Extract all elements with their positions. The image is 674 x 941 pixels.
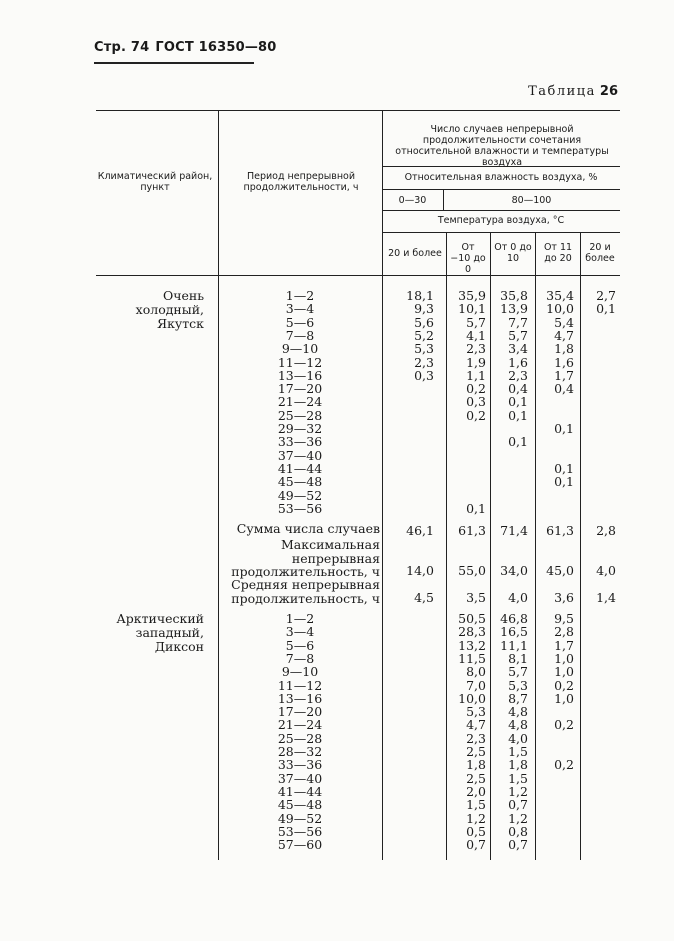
value-cell: 46,1 [406, 523, 434, 538]
value-cell: 0,7 [466, 837, 486, 852]
value-cell: 1,0 [554, 651, 574, 666]
region-label: Арктический западный, Диксон [116, 611, 204, 654]
value-cell: 4,5 [414, 590, 434, 605]
col-divider-4 [580, 232, 581, 860]
value-cell: 5,3 [508, 678, 528, 693]
value-cell: 1,0 [554, 664, 574, 679]
value-cell: 11,1 [500, 638, 528, 653]
value-cell: 0,4 [554, 381, 574, 396]
header-hum-low: 0—30 [398, 195, 427, 206]
period-cell: 3—4 [285, 624, 315, 639]
value-cell: 8,7 [508, 691, 528, 706]
value-cell: 1,5 [466, 797, 486, 812]
value-cell: 35,8 [500, 288, 528, 303]
value-cell: 5,4 [554, 315, 574, 330]
header-col-5: 20 и более [585, 242, 615, 264]
value-cell: 34,0 [500, 563, 528, 578]
value-cell: 3,6 [554, 590, 574, 605]
value-cell: 2,3 [466, 731, 486, 746]
value-cell: 45,0 [546, 563, 574, 578]
value-cell: 35,9 [458, 288, 486, 303]
period-cell: 13—16 [277, 368, 323, 383]
value-cell: 1,6 [508, 355, 528, 370]
value-cell: 5,6 [414, 315, 434, 330]
period-cell: 11—12 [277, 355, 323, 370]
value-cell: 0,8 [508, 824, 528, 839]
value-cell: 71,4 [500, 523, 528, 538]
period-cell: 49—52 [277, 488, 323, 503]
value-cell: 0,2 [466, 408, 486, 423]
value-cell: 2,3 [414, 355, 434, 370]
region-label: Очень холодный, Якутск [135, 288, 204, 331]
value-cell: 0,2 [466, 381, 486, 396]
value-cell: 1,2 [466, 811, 486, 826]
header-col-3: От 0 до 10 [494, 242, 532, 264]
value-cell: 1,7 [554, 638, 574, 653]
humidity-bottom-rule [382, 189, 620, 190]
value-cell: 5,2 [414, 328, 434, 343]
value-cell: 5,3 [466, 704, 486, 719]
period-cell: 5—6 [285, 315, 315, 330]
value-cell: 4,7 [466, 717, 486, 732]
value-cell: 10,0 [546, 301, 574, 316]
period-cell: 29—32 [277, 421, 323, 436]
period-cell: 45—48 [277, 474, 323, 489]
value-cell: 0,1 [554, 461, 574, 476]
value-cell: 0,7 [508, 797, 528, 812]
value-cell: 35,4 [546, 288, 574, 303]
value-cell: 9,3 [414, 301, 434, 316]
summary-label: Максимальная непрерывная продолжительность, ч [231, 537, 380, 579]
period-cell: 33—36 [277, 757, 323, 772]
period-cell: 53—56 [277, 501, 323, 516]
table-header-bottom-rule [96, 275, 620, 276]
value-cell: 0,5 [466, 824, 486, 839]
value-cell: 16,5 [500, 624, 528, 639]
value-cell: 5,7 [466, 315, 486, 330]
period-cell: 9—10 [281, 664, 319, 679]
value-cell: 8,1 [508, 651, 528, 666]
value-cell: 0,3 [466, 394, 486, 409]
value-cell: 61,3 [458, 523, 486, 538]
period-cell: 25—28 [277, 731, 323, 746]
value-cell: 0,1 [508, 434, 528, 449]
value-cell: 10,0 [458, 691, 486, 706]
value-cell: 2,7 [596, 288, 616, 303]
table-top-rule [96, 110, 620, 111]
value-cell: 0,1 [554, 421, 574, 436]
value-cell: 1,7 [554, 368, 574, 383]
period-cell: 17—20 [277, 381, 323, 396]
period-cell: 5—6 [285, 638, 315, 653]
header-humidity: Относительная влажность воздуха, % [404, 172, 598, 183]
value-cell: 13,2 [458, 638, 486, 653]
period-cell: 25—28 [277, 408, 323, 423]
value-cell: 11,5 [458, 651, 486, 666]
value-cell: 50,5 [458, 611, 486, 626]
period-cell: 49—52 [277, 811, 323, 826]
value-cell: 1,8 [554, 341, 574, 356]
page-header [94, 40, 277, 55]
value-cell: 2,8 [554, 624, 574, 639]
value-cell: 1,5 [508, 744, 528, 759]
value-cell: 2,3 [466, 341, 486, 356]
value-cell: 1,0 [554, 691, 574, 706]
value-cell: 3,4 [508, 341, 528, 356]
header-col-4: От 11 до 20 [543, 242, 573, 264]
value-cell: 0,2 [554, 757, 574, 772]
value-cell: 55,0 [458, 563, 486, 578]
value-cell: 1,5 [508, 771, 528, 786]
header-period: Период непрерывной продолжительности, ч [243, 171, 359, 193]
value-cell: 5,7 [508, 664, 528, 679]
hum-range-bottom-rule [382, 210, 620, 211]
temperature-bottom-rule [382, 232, 620, 233]
value-cell: 46,8 [500, 611, 528, 626]
value-cell: 0,1 [554, 474, 574, 489]
value-cell: 4,8 [508, 717, 528, 732]
value-cell: 4,8 [508, 704, 528, 719]
summary-label: Средняя непрерывная продолжительность, ч [231, 577, 380, 606]
value-cell: 8,0 [466, 664, 486, 679]
period-cell: 1—2 [285, 611, 315, 626]
period-cell: 7—8 [285, 651, 315, 666]
value-cell: 2,8 [596, 523, 616, 538]
header-col-1: 20 и более [388, 248, 442, 259]
header-region: Климатический район, пункт [97, 171, 213, 193]
period-cell: 53—56 [277, 824, 323, 839]
period-cell: 3—4 [285, 301, 315, 316]
period-cell: 37—40 [277, 771, 323, 786]
value-cell: 0,3 [414, 368, 434, 383]
value-cell: 28,3 [458, 624, 486, 639]
value-cell: 7,0 [466, 678, 486, 693]
value-cell: 0,7 [508, 837, 528, 852]
header-rule [94, 62, 254, 64]
value-cell: 0,1 [508, 408, 528, 423]
table-title-label: Таблица [528, 84, 596, 99]
value-cell: 4,1 [466, 328, 486, 343]
value-cell: 2,5 [466, 771, 486, 786]
value-cell: 1,4 [596, 590, 616, 605]
period-cell: 41—44 [277, 784, 323, 799]
value-cell: 2,3 [508, 368, 528, 383]
period-cell: 7—8 [285, 328, 315, 343]
value-cell: 1,1 [466, 368, 486, 383]
standard-number: ГОСТ 16350—80 [155, 40, 277, 55]
value-cell: 9,5 [554, 611, 574, 626]
period-cell: 13—16 [277, 691, 323, 706]
value-cell: 4,0 [596, 563, 616, 578]
period-cell: 28—32 [277, 744, 323, 759]
value-cell: 14,0 [406, 563, 434, 578]
period-cell: 17—20 [277, 704, 323, 719]
period-cell: 33—36 [277, 434, 323, 449]
value-cell: 3,5 [466, 590, 486, 605]
period-cell: 37—40 [277, 448, 323, 463]
value-cell: 5,3 [414, 341, 434, 356]
period-cell: 21—24 [277, 394, 323, 409]
value-cell: 4,0 [508, 731, 528, 746]
value-cell: 0,1 [596, 301, 616, 316]
value-cell: 0,1 [466, 501, 486, 516]
period-cell: 1—2 [285, 288, 315, 303]
value-cell: 13,9 [500, 301, 528, 316]
header-temperature: Температура воздуха, °С [437, 215, 565, 226]
value-cell: 2,5 [466, 744, 486, 759]
value-cell: 18,1 [406, 288, 434, 303]
value-cell: 4,0 [508, 590, 528, 605]
value-cell: 1,8 [466, 757, 486, 772]
value-cell: 0,1 [508, 394, 528, 409]
value-cell: 7,7 [508, 315, 528, 330]
summary-label: Сумма числа случаев [236, 521, 380, 536]
value-cell: 0,2 [554, 717, 574, 732]
period-cell: 9—10 [281, 341, 319, 356]
value-cell: 2,0 [466, 784, 486, 799]
period-cell: 21—24 [277, 717, 323, 732]
value-cell: 0,4 [508, 381, 528, 396]
value-cell: 1,2 [508, 784, 528, 799]
table-title-number: 26 [599, 84, 618, 99]
period-cell: 45—48 [277, 797, 323, 812]
value-cell: 61,3 [546, 523, 574, 538]
value-cell: 1,6 [554, 355, 574, 370]
period-cell: 11—12 [277, 678, 323, 693]
table-title [528, 84, 618, 99]
header-cases: Число случаев непрерывной продолжительности сочетания относительной влажности и температуры воздуха [395, 124, 609, 168]
page-label: Стр. 74 [94, 40, 150, 55]
period-cell: 57—60 [277, 837, 323, 852]
period-cell: 41—44 [277, 461, 323, 476]
value-cell: 5,7 [508, 328, 528, 343]
value-cell: 4,7 [554, 328, 574, 343]
value-cell: 10,1 [458, 301, 486, 316]
value-cell: 1,2 [508, 811, 528, 826]
header-col-2: От −10 до 0 [450, 242, 486, 275]
value-cell: 1,9 [466, 355, 486, 370]
value-cell: 0,2 [554, 678, 574, 693]
value-cell: 1,8 [508, 757, 528, 772]
header-hum-high: 80—100 [511, 195, 552, 206]
